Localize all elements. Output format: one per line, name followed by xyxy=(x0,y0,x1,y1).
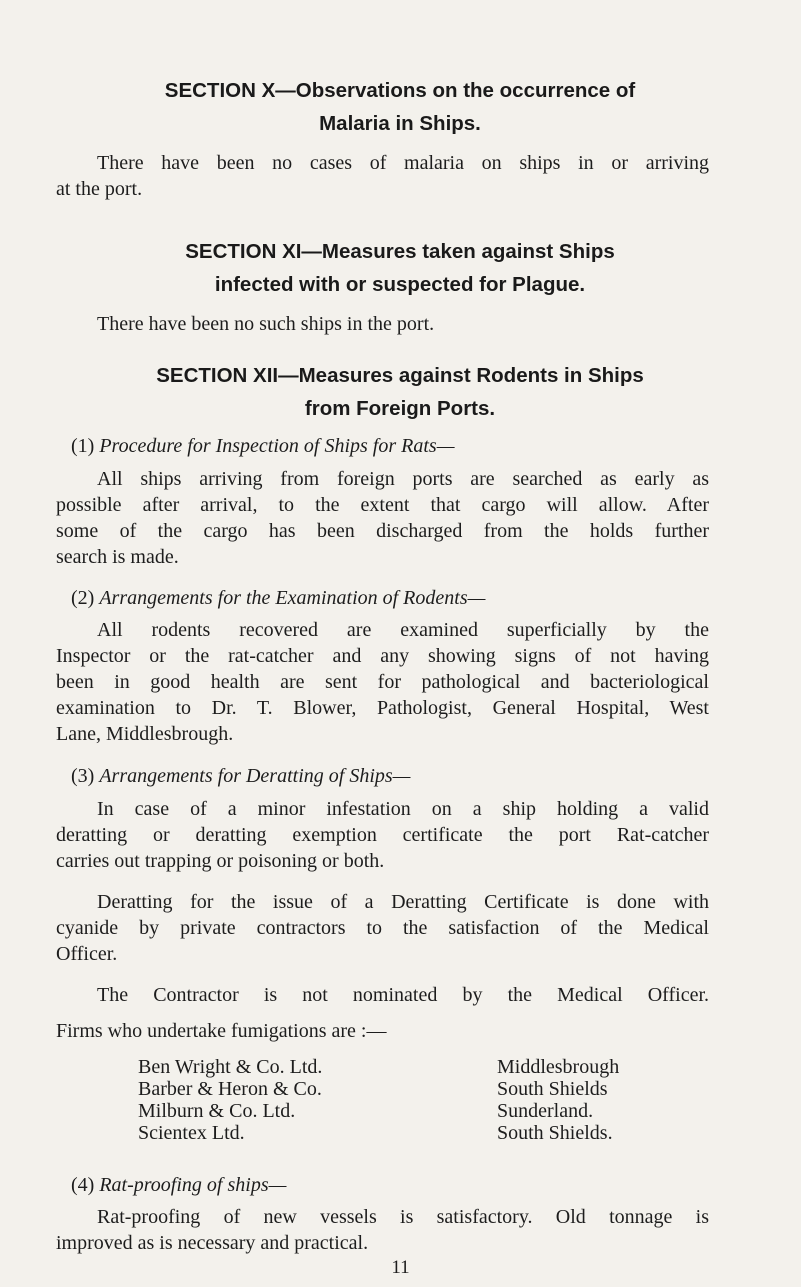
heading-line: Malaria in Ships. xyxy=(319,112,481,135)
body-line: deratting or deratting exemption certificate the port Rat-catcher xyxy=(56,824,709,846)
item-3-para2-first xyxy=(97,889,709,915)
section-x-body xyxy=(97,150,709,176)
item-1-body-first xyxy=(97,466,709,492)
item-3-heading xyxy=(71,763,410,789)
body-line: been in good health are sent for pathological and bacteriological xyxy=(56,671,709,693)
body-line: Rat-proofing of new vessels is satisfactory. Old tonnage is xyxy=(97,1206,709,1228)
item-2-heading xyxy=(71,585,485,611)
section-xi-heading xyxy=(60,235,740,301)
body-line: improved as is necessary and practical. xyxy=(56,1232,369,1254)
heading-line: from Foreign Ports. xyxy=(304,397,496,420)
body-line: cyanide by private contractors to the satisfaction of the Medical xyxy=(56,917,709,939)
body-line: All rodents recovered are examined superficially by the xyxy=(97,619,709,641)
item-1-body xyxy=(56,492,709,570)
item-1-heading xyxy=(71,433,454,459)
heading-line: SECTION XII—Measures against Rodents in Ships xyxy=(156,364,644,387)
section-x-body-cont xyxy=(56,176,709,202)
body-line: possible after arrival, to the extent that cargo will allow. After xyxy=(56,494,709,516)
item-4-body-first xyxy=(97,1204,709,1230)
body-line: Officer. xyxy=(56,943,118,965)
body-line: All ships arriving from foreign ports are searched as early as xyxy=(97,468,709,490)
firm-row xyxy=(138,1078,619,1100)
body-line: some of the cargo has been discharged from the holds further xyxy=(56,520,709,542)
body-line: at the port. xyxy=(56,178,143,200)
firm-place: South Shields xyxy=(497,1078,608,1100)
item-4-body xyxy=(56,1230,709,1256)
body-line: Deratting for the issue of a Deratting Certificate is done with xyxy=(97,891,709,913)
item-title: Arrangements for the Examination of Rodents— xyxy=(99,587,486,609)
item-2-body-first xyxy=(97,617,709,643)
item-3-para2 xyxy=(56,915,709,967)
item-number: (1) xyxy=(71,435,95,457)
firm-row xyxy=(138,1056,619,1078)
body-line: examination to Dr. T. Blower, Pathologist, General Hospital, West xyxy=(56,697,709,719)
body-line: search is made. xyxy=(56,546,179,568)
firm-name: Barber & Heron & Co. xyxy=(138,1078,322,1100)
body-line: carries out trapping or poisoning or both. xyxy=(56,850,385,872)
item-number: (3) xyxy=(71,765,95,787)
item-2-body xyxy=(56,643,709,747)
heading-line: SECTION XI—Measures taken against Ships xyxy=(185,240,615,263)
firm-row xyxy=(138,1100,619,1122)
firm-place: South Shields. xyxy=(497,1122,613,1144)
section-x-heading xyxy=(60,74,740,140)
item-title: Rat-proofing of ships— xyxy=(99,1174,287,1196)
item-4-heading xyxy=(71,1172,286,1198)
section-xi-body: There have been no such ships in the port. xyxy=(97,313,435,335)
firm-place: Middlesbrough xyxy=(497,1056,620,1078)
firm-place: Sunderland. xyxy=(497,1100,594,1122)
body-line: Lane, Middlesbrough. xyxy=(56,723,234,745)
item-3-para3 xyxy=(97,982,709,1008)
body-line: Inspector or the rat-catcher and any showing signs of not having xyxy=(56,645,709,667)
firm-name: Ben Wright & Co. Ltd. xyxy=(138,1056,323,1078)
firm-name: Scientex Ltd. xyxy=(138,1122,245,1144)
firm-row xyxy=(138,1122,619,1144)
item-number: (4) xyxy=(71,1174,95,1196)
firm-name: Milburn & Co. Ltd. xyxy=(138,1100,296,1122)
page-number: 11 xyxy=(391,1257,410,1278)
item-number: (2) xyxy=(71,587,95,609)
item-title: Arrangements for Deratting of Ships— xyxy=(99,765,411,787)
body-line: The Contractor is not nominated by the Medical Officer. xyxy=(97,984,709,1006)
heading-line: infected with or suspected for Plague. xyxy=(214,273,586,296)
firms-list xyxy=(138,1056,619,1144)
section-xii-heading xyxy=(60,359,740,425)
item-3-body xyxy=(56,822,709,874)
body-line: In case of a minor infestation on a ship holding a valid xyxy=(97,798,709,820)
item-3-body-first xyxy=(97,796,709,822)
heading-line: SECTION X—Observations on the occurrence of xyxy=(164,79,636,102)
item-title: Procedure for Inspection of Ships for Rats— xyxy=(99,435,455,457)
firms-intro: Firms who undertake fumigations are :— xyxy=(56,1020,387,1042)
body-line: There have been no cases of malaria on ships in or arriving xyxy=(97,152,709,174)
